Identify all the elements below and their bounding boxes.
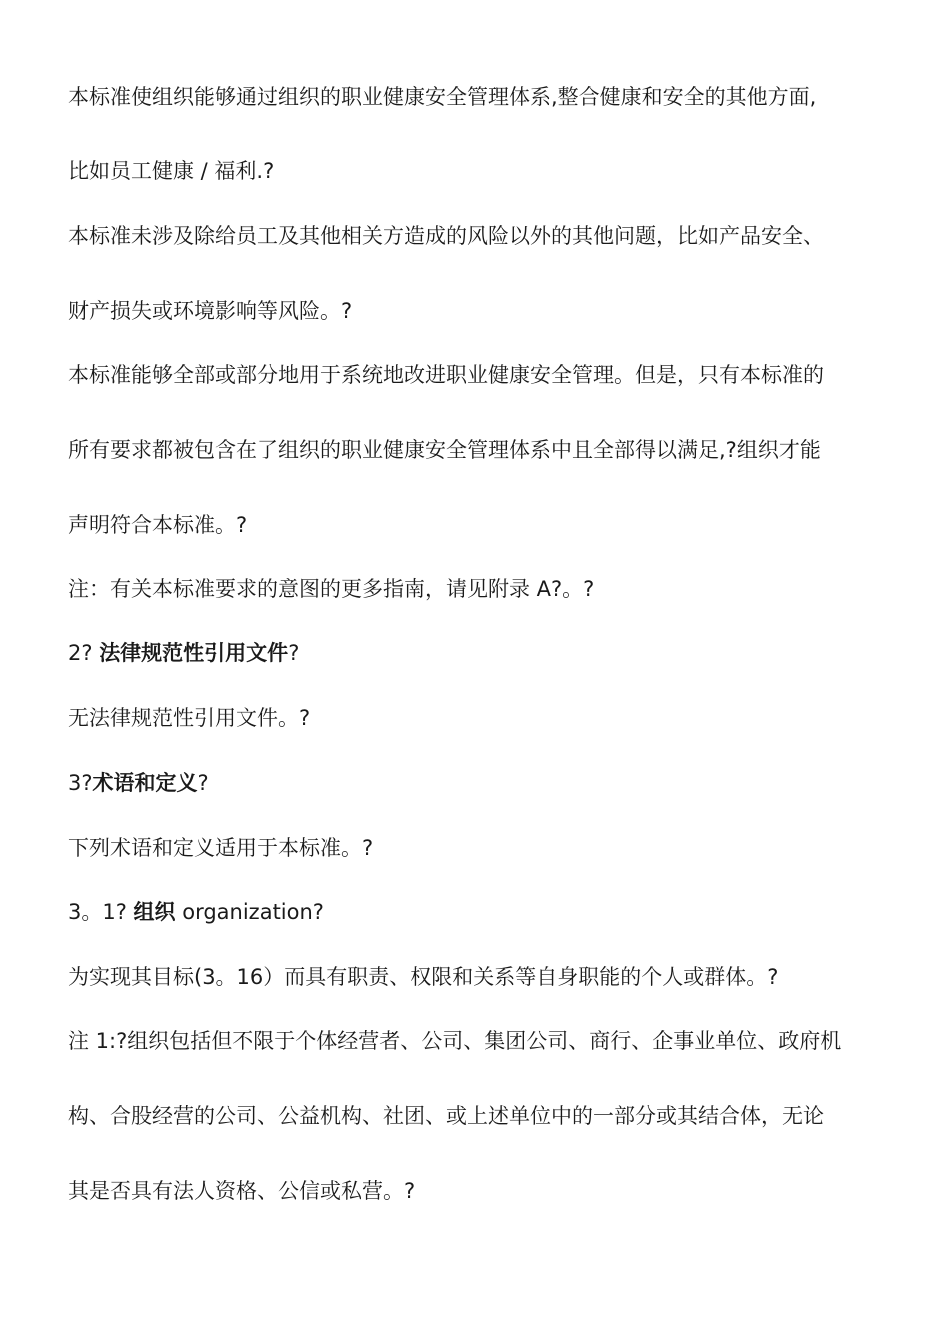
paragraph-line: 本标准未涉及除给员工及其他相关方造成的风险以外的其他问题，比如产品安全、 [68,224,824,248]
paragraph-line: 财产损失或环境影响等风险。? [68,299,353,323]
section-tail: ? [197,771,209,795]
section-number: 2? [68,641,100,665]
paragraph-line: 本标准能够全部或部分地用于系统地改进职业健康安全管理。但是，只有本标准的 [68,363,824,387]
section-heading-3 [68,768,209,798]
section-heading-2 [68,638,299,668]
paragraph-line: 为实现其目标(3。16）而具有职责、权限和关系等自身职能的个人或群体。? [68,965,779,989]
paragraph-line: 本标准使组织能够通过组织的职业健康安全管理体系,整合健康和安全的其他方面, [68,85,817,109]
paragraph-line: 所有要求都被包含在了组织的职业健康安全管理体系中且全部得以满足,?组织才能 [68,438,821,462]
section-heading-3-1 [68,897,324,927]
section-title: 法律规范性引用文件 [99,641,289,665]
section-title: 组织 [133,900,176,924]
section-number: 3。1? [68,900,134,924]
section-number: 3? [68,771,93,795]
paragraph-line: 比如员工健康 / 福利.? [68,159,275,183]
paragraph-line: 下列术语和定义适用于本标准。? [68,836,374,860]
section-tail: organization? [175,900,324,924]
note-line: 其是否具有法人资格、公信或私营。? [68,1179,416,1203]
paragraph-line: 无法律规范性引用文件。? [68,706,311,730]
paragraph-line: 声明符合本标准。? [68,513,248,537]
note-line: 构、合股经营的公司、公益机构、社团、或上述单位中的一部分或其结合体，无论 [68,1104,824,1128]
note-line: 注：有关本标准要求的意图的更多指南，请见附录 A?。? [68,577,595,601]
note-line: 注 1:?组织包括但不限于个体经营者、公司、集团公司、商行、企事业单位、政府机 [68,1029,842,1053]
section-tail: ? [288,641,300,665]
section-title: 术语和定义 [92,771,198,795]
